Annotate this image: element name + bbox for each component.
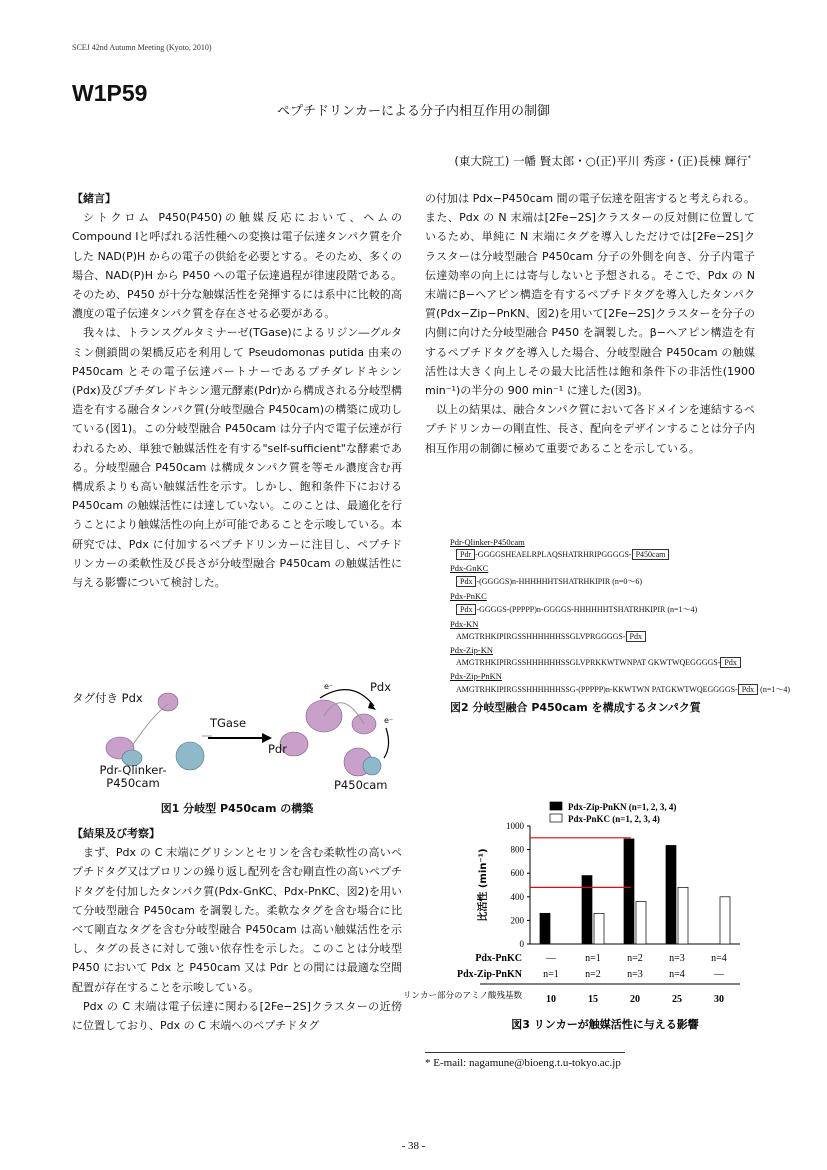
fig1-label-linker: Pdr-Qlinker-P450cam [99, 763, 167, 790]
fig3-bar-chart [402, 796, 760, 1046]
x-category-label: 30 [714, 994, 724, 1005]
legend-swatch [550, 814, 562, 822]
fig2-construct-sequence: Pdx -GGGGS-(PPPPP)n-GGGGS-HHHHHHTSHATRHKIPIR (n=1～4) [456, 604, 760, 615]
y-axis-label: 比活性 (min⁻¹) [478, 848, 489, 922]
fig1-label-pdx: Pdx [370, 680, 392, 694]
fig1-caption: 図1 分岐型 P450cam の構築 [160, 802, 314, 815]
table-cell: n=1 [585, 953, 601, 964]
fig2-construct-name: Pdx-Zip-KN [450, 645, 493, 655]
paper-title: ペプチドリンカーによる分子内相互作用の制御 [276, 104, 550, 119]
intro-heading: 【緒言】 [72, 192, 116, 205]
fig2-construct-name: Pdx-GnKC [450, 563, 489, 573]
results-paragraph-2: Pdx の C 末端は電子伝達に関わる[2Fe−2S]クラスターの近傍に位置しており、Pdx の C 末端へのペプチドタグ [72, 999, 402, 1033]
paper-code: W1P59 [72, 80, 148, 106]
fig2-construct-name: Pdx-PnKC [450, 591, 487, 601]
bar [582, 876, 592, 944]
fig2-construct-sequence: Pdr -GGGGSHEAELRPLAQSHATRHRIPGGGGS- P450cam [456, 550, 760, 559]
x-category-label: 10 [546, 994, 556, 1005]
legend-label: Pdx-PnKC (n=1, 2, 3, 4) [568, 814, 660, 824]
footnote-divider [425, 1052, 625, 1053]
y-tick-label: 1000 [506, 821, 524, 831]
figure-2 [450, 534, 791, 715]
bar [720, 897, 730, 944]
fig1-label-pdr: Pdr [268, 742, 287, 756]
fig2-construct-sequence: AMGTRHKIPIRGSSHHHHHHSSGLVPRGGGGS- Pdx [456, 632, 760, 641]
fig2-construct-sequence: AMGTRHKIPIRGSSHHHHHHSSGLVPRKKWTWNPAT GKWTWQEGGGGS- Pdx [456, 658, 760, 667]
fig3-caption: 図3 リンカーが触媒活性に与える影響 [511, 1018, 699, 1031]
x-category-label: 25 [672, 994, 682, 1005]
fig2-sequence-list [450, 537, 791, 695]
right-paragraph-2: 以上の結果は、融合タンパク質において各ドメインを連結するペプチドリンカーの剛直性、長さ、配向をデザインすることは分子内相互作用の制御に極めて重要であることを示している。 [425, 403, 755, 455]
figure-3 [402, 796, 760, 1046]
bar [678, 887, 688, 944]
legend-label: Pdx-Zip-PnKN (n=1, 2, 3, 4) [568, 802, 677, 812]
fig1-label-tgase: TGase [210, 716, 247, 730]
x-category-label: 15 [588, 994, 598, 1005]
table-cell: — [714, 969, 724, 980]
authors: (東大院工) 一幡 賢太郎・○(正)平川 秀彦・(正)長棟 輝行* [454, 154, 751, 168]
table-cell: n=2 [627, 953, 643, 964]
table-cell: n=4 [711, 953, 727, 964]
intro-section [72, 189, 402, 592]
y-tick-label: 200 [510, 915, 524, 926]
table-cell: n=2 [585, 969, 601, 980]
legend-swatch [550, 802, 562, 810]
y-tick-label: 800 [510, 844, 524, 855]
fig1-label-p450cam: P450cam [334, 778, 388, 792]
fig2-construct-name: Pdx-KN [450, 619, 479, 629]
fig1-label-electron-1: e⁻ [324, 682, 334, 691]
table-cell: n=3 [627, 969, 643, 980]
figure-1 [72, 676, 402, 824]
table-row-label: Pdx-Zip-PnKN [456, 969, 522, 980]
bar [666, 845, 676, 944]
table-cell: n=1 [543, 969, 559, 980]
right-paragraph-1: の付加は Pdx−P450cam 間の電子伝達を阻害すると考えられる。また、Pdx の N 末端は[2Fe−2S]クラスターの反対側に位置しているため、単純に N 末端にタグを導入しただけでは[2Fe−2S]クラスターは分岐型融合 P450cam 分子の外側を向き、分子内電子伝達効率の向上には寄与しないと予想される。そこで、Pdx の N 末端にβ−ヘアピン構造を有するペプチドタグを導入したタンパク質(Pdx−Zip−PnKN、図2)を用いて[2Fe−2S]クラスターを分子の内側に向けた分岐型融合 P450 を調製した。β−ヘアピン構造を有するペプチドタグを導入した場合、分岐型融合 P450cam の触媒活性は大きく向上しその最大比活性は飽和条件下の非活性(1900 min⁻¹)の半分の 900 min⁻¹ に達した(図3)。 [425, 192, 755, 398]
bar [624, 839, 634, 944]
y-tick-label: 400 [510, 891, 524, 902]
fig2-construct-sequence: Pdx -(GGGGS)n-HHHHHHTSHATRHKIPIR (n=0～6) [456, 576, 760, 587]
table-cell: — [546, 953, 556, 964]
table-cell: n=4 [669, 969, 685, 980]
page-number: - 38 - [401, 1140, 426, 1152]
intro-paragraph-2: 我々は、トランスグルタミナーゼ(TGase)によるリジン―グルタミン側鎖間の架橋反応を利用して Pseudomonas putida 由来の P450cam とその電子伝達パートナーであるプチダレドキシン(Pdx)及びプチダレドキシン還元酵素(Pdr)から構成される分岐型構造を有する融合タンパク質(分岐型融合 P450cam)の構築に成功している(図1)。この分岐型融合 P450cam は分子内で電子伝達が行われるため、単独で触媒活性を有する"self-sufficient"な酵素である。分岐型融合 P450cam は構成タンパク質を等モル濃度含む再構成系よりも高い触媒活性を示す。しかし、飽和条件下における P450cam の触媒活性には達していない。このことは、最適化を行うことにより触媒活性の向上が可能であることを示唆している。本研究では、Pdx に付加するペプチドリンカーに注目し、ペプチドリンカーの柔軟性及び長さが分岐型融合 P450cam の触媒活性に与える影響について検討した。 [72, 326, 402, 590]
fig1-label-electron-2: e⁻ [384, 716, 394, 725]
table-row-label: Pdx-PnKC [475, 953, 522, 964]
table-cell: n=3 [669, 953, 685, 964]
bar [540, 913, 550, 944]
results-section [72, 824, 402, 1035]
footnote: * E-mail: nagamune@bioeng.t.u-tokyo.ac.jp [425, 1057, 621, 1069]
fig2-construct-name: Pdr-Qlinker-P450cam [450, 537, 525, 547]
fig2-caption: 図2 分岐型融合 P450cam を構成するタンパク質 [450, 701, 701, 714]
fig2-construct-sequence: AMGTRHKIPIRGSSHHHHHHSSG-(PPPPP)n-KKWTWN PATGKWTWQEGGGGS- Pdx (n=1～4) [456, 685, 791, 694]
bar [594, 913, 604, 944]
bar [636, 902, 646, 944]
conference-header: SCEJ 42nd Autumn Meeting (Kyoto, 2010) [72, 43, 212, 52]
results-paragraph-1: まず、Pdx の C 末端にグリシンとセリンを含む柔軟性の高いペプチドタグ又はプロリンの繰り返し配列を含む剛直性の高いペプチドタグを付加したタンパク質(Pdx-GnKC、Pdx-PnKC、図2)を用いて分岐型融合 P450cam を調製した。柔軟なタグを含む場合に比べて剛直なタグを含む分岐型融合 P450cam は高い触媒活性を示し、タグの長さに対して強い依存性を示した。このことは分岐型 P450 において Pdx と P450cam 又は Pdr との間には最適な空間配置が存在することを示唆している。 [72, 846, 402, 994]
fig1-label-tagged-pdx: タグ付き Pdx [72, 691, 143, 705]
right-column-text [425, 189, 755, 458]
fig2-construct-name: Pdx-Zip-PnKN [450, 671, 502, 681]
x-category-label: 20 [630, 994, 640, 1005]
intro-paragraph-1: シトクロム P450(P450)の触媒反応において、ヘムの Compound Ⅰと呼ばれる活性種への変換は電子伝達タンパク質を介した NAD(P)H からの電子の供給を必要とする。そのため、多くの場合、NAD(P)H から P450 への電子伝達過程が律速段階である。そのため、P450 が十分な触媒活性を発揮するには系中に比較的高濃度の電子伝達タンパク質を存在させる必要がある。 [72, 211, 402, 321]
y-tick-label: 600 [510, 868, 524, 879]
y-tick-label: 0 [519, 939, 524, 949]
length-row-label: リンカー部分のアミノ酸残基数 [402, 991, 522, 1001]
results-heading: 【結果及び考察】 [72, 827, 160, 840]
